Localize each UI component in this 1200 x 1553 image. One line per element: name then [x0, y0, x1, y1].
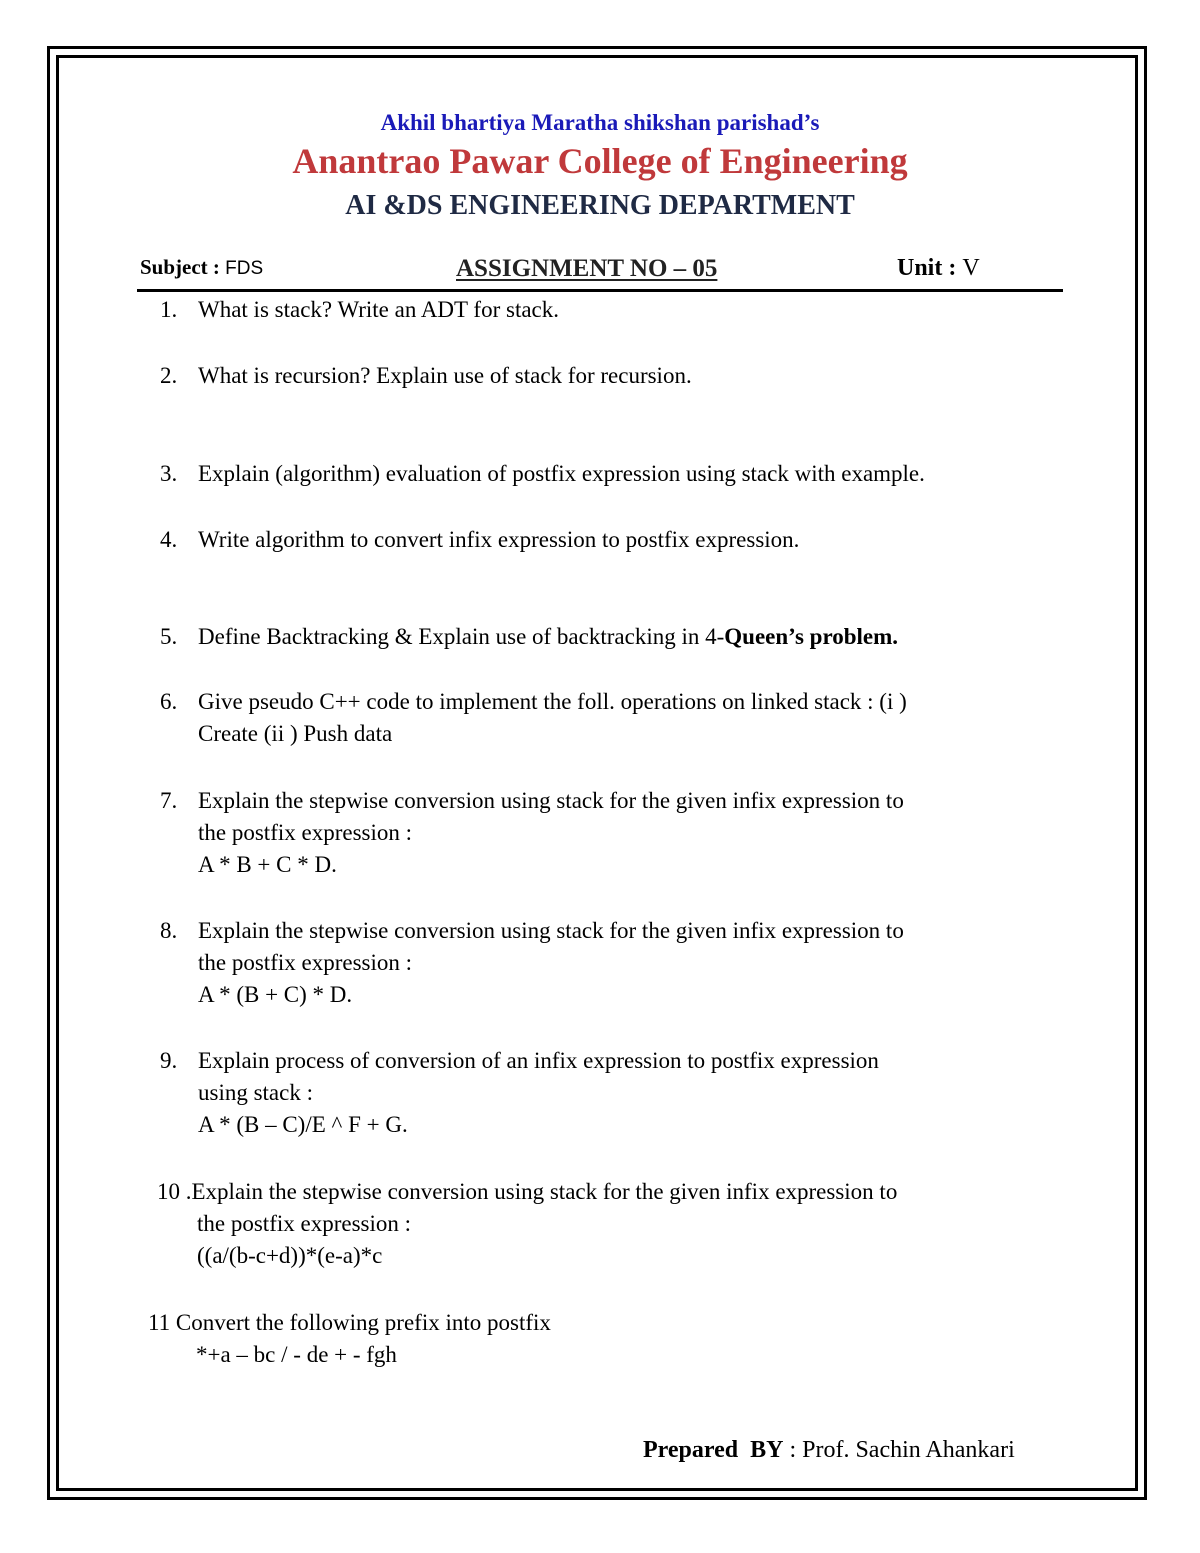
prepared-by-label: Prepared BY: [643, 1437, 784, 1463]
prepared-by-name: : Prof. Sachin Ahankari: [783, 1437, 1015, 1463]
question-text: Write algorithm to convert infix expression to postfix expression.: [198, 527, 800, 552]
question-number: 1.: [160, 297, 178, 322]
question-8: [160, 915, 904, 1011]
question-6: [160, 686, 907, 750]
question-text: Convert the following prefix into postfix: [175, 1310, 551, 1335]
question-9: [160, 1045, 879, 1141]
college-name: Anantrao Pawar College of Engineering: [292, 141, 908, 181]
question-4: [160, 524, 799, 556]
unit-field: [897, 255, 980, 282]
question-11: [148, 1307, 551, 1371]
question-text-emphasis: Queen’s problem.: [724, 624, 899, 649]
question-text: the postfix expression :: [197, 1211, 411, 1236]
question-text: using stack :: [198, 1080, 313, 1105]
subject-value: FDS: [225, 258, 264, 279]
question-text: Define Backtracking & Explain use of backtracking in 4-: [198, 624, 725, 649]
question-2: [160, 360, 692, 392]
question-number: 11: [148, 1310, 171, 1335]
question-number: 10 .: [157, 1179, 192, 1204]
question-1: [160, 294, 559, 326]
question-number: 8.: [160, 918, 178, 943]
question-text: Give pseudo C++ code to implement the foll. operations on linked stack : (i ): [198, 689, 907, 714]
question-text: Explain the stepwise conversion using stack for the given infix expression to: [191, 1179, 898, 1204]
question-expression: A * (B + C) * D.: [198, 982, 353, 1007]
department-name: AI &DS ENGINEERING DEPARTMENT: [345, 190, 855, 221]
question-text: What is recursion? Explain use of stack for recursion.: [198, 363, 692, 388]
question-text: Create (ii ) Push data: [198, 721, 393, 746]
question-text: Explain (algorithm) evaluation of postfix expression using stack with example.: [198, 461, 925, 486]
question-text: Explain process of conversion of an infix expression to postfix expression: [198, 1048, 879, 1073]
question-number: 3.: [160, 461, 178, 486]
subject-label: Subject :: [140, 255, 220, 279]
question-text: Explain the stepwise conversion using stack for the given infix expression to: [198, 788, 904, 813]
question-expression: A * B + C * D.: [198, 852, 337, 877]
unit-label: Unit :: [897, 255, 957, 281]
unit-value: V: [962, 255, 980, 281]
question-number: 4.: [160, 527, 178, 552]
question-number: 6.: [160, 689, 178, 714]
question-text: the postfix expression :: [198, 820, 412, 845]
question-number: 9.: [160, 1048, 178, 1073]
assignment-title: ASSIGNMENT NO – 05: [456, 255, 718, 282]
question-number: 5.: [160, 624, 178, 649]
header-divider: [137, 289, 1063, 292]
trust-name: Akhil bhartiya Maratha shikshan parishad’s: [380, 110, 820, 135]
question-number: 2.: [160, 363, 178, 388]
question-3: [160, 458, 925, 490]
question-10: [157, 1176, 897, 1272]
question-5: [160, 621, 898, 653]
question-expression: ((a/(b-c+d))*(e-a)*c: [197, 1243, 383, 1268]
question-expression: *+a – bc / - de + - fgh: [196, 1342, 397, 1367]
question-expression: A * (B – C)/E ^ F + G.: [198, 1112, 408, 1137]
question-text: Explain the stepwise conversion using stack for the given infix expression to: [198, 918, 904, 943]
question-7: [160, 785, 904, 881]
question-text: What is stack? Write an ADT for stack.: [198, 297, 560, 322]
prepared-by: [643, 1437, 1015, 1464]
question-text: the postfix expression :: [198, 950, 412, 975]
subject-field: [140, 255, 263, 280]
question-number: 7.: [160, 788, 178, 813]
